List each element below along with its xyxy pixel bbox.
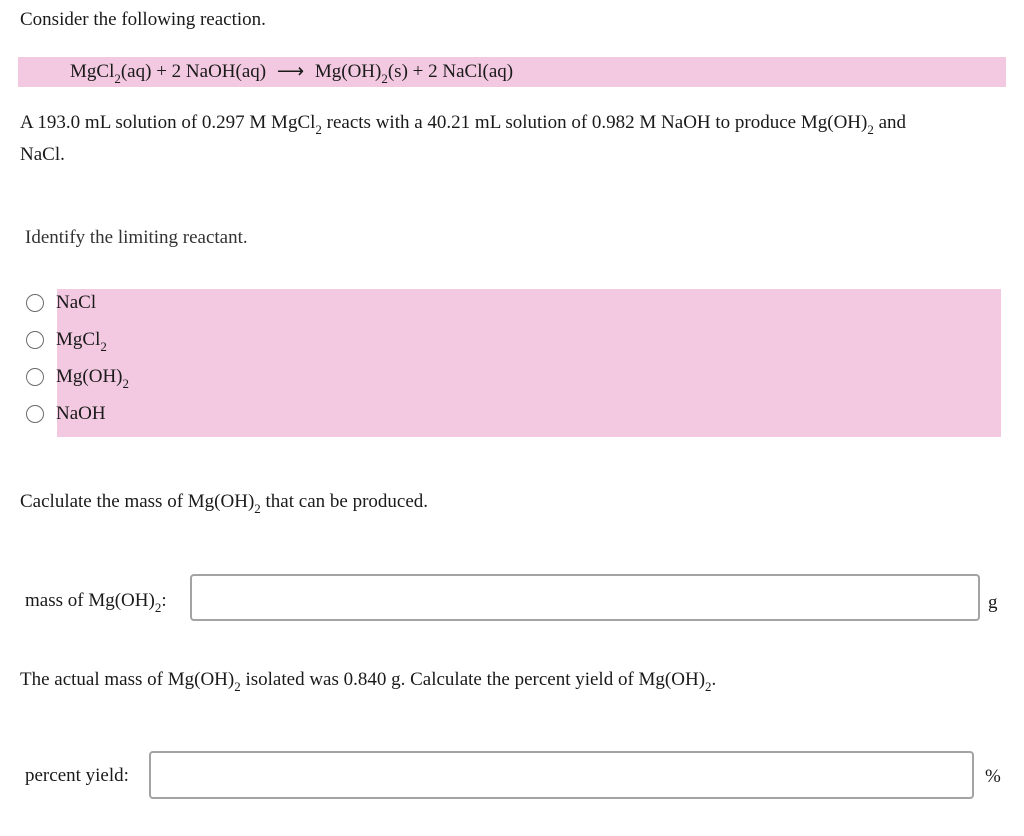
percent-yield-input[interactable] [149, 751, 974, 799]
option-mgcl2[interactable] [26, 324, 107, 356]
radio-button[interactable] [26, 368, 44, 386]
option-label: $Mg(OH)_2$ [56, 366, 129, 391]
option-label: NaCl [56, 292, 97, 313]
percent-yield-label: percent yield: [25, 765, 129, 786]
limiting-reactant-prompt: Identify the limiting reactant. [25, 227, 248, 248]
radio-button[interactable] [26, 294, 44, 312]
mass-unit: g [988, 592, 998, 613]
mass-prompt: Caclulate the mass of $Mg(OH)_2$ that can be produced. [20, 491, 429, 516]
percent-unit: % [985, 766, 1001, 787]
reactant-2: 2 NaOH(aq) [171, 61, 267, 82]
intro-text: Consider the following reaction. [20, 9, 266, 30]
reaction-equation [70, 60, 513, 84]
reaction-arrow: ⟶ [276, 61, 305, 82]
percent-yield-prompt: The actual mass of $Mg(OH)_2$ isolated was 0.840 g. Calculate the percent yield of $Mg(OH)_2$. [20, 669, 717, 694]
radio-button[interactable] [26, 331, 44, 349]
option-mgoh2[interactable] [26, 361, 129, 393]
mass-label: mass of $Mg(OH)_2$: [25, 590, 167, 615]
options-highlight [57, 289, 1001, 437]
product-1: $Mg(OH)_2(s)$ [314, 61, 408, 86]
reactant-1: MgCl$_2$(aq) [70, 61, 152, 86]
option-naoh[interactable] [26, 398, 106, 430]
option-label: NaOH [56, 403, 106, 424]
product-2: 2 NaCl(aq) [428, 61, 514, 82]
problem-line-1: A 193.0 mL solution of 0.297 M MgCl$_2$ reacts with a 40.21 mL solution of 0.982 M NaOH to produce $Mg(OH)_2$ and [20, 112, 907, 137]
mass-input[interactable] [190, 574, 980, 621]
option-label: MgCl$_2$ [56, 329, 107, 354]
option-nacl[interactable] [26, 287, 96, 319]
problem-line-2: NaCl. [20, 144, 65, 165]
radio-button[interactable] [26, 405, 44, 423]
plus-sign: + [412, 61, 424, 82]
plus-sign: + [156, 61, 167, 82]
